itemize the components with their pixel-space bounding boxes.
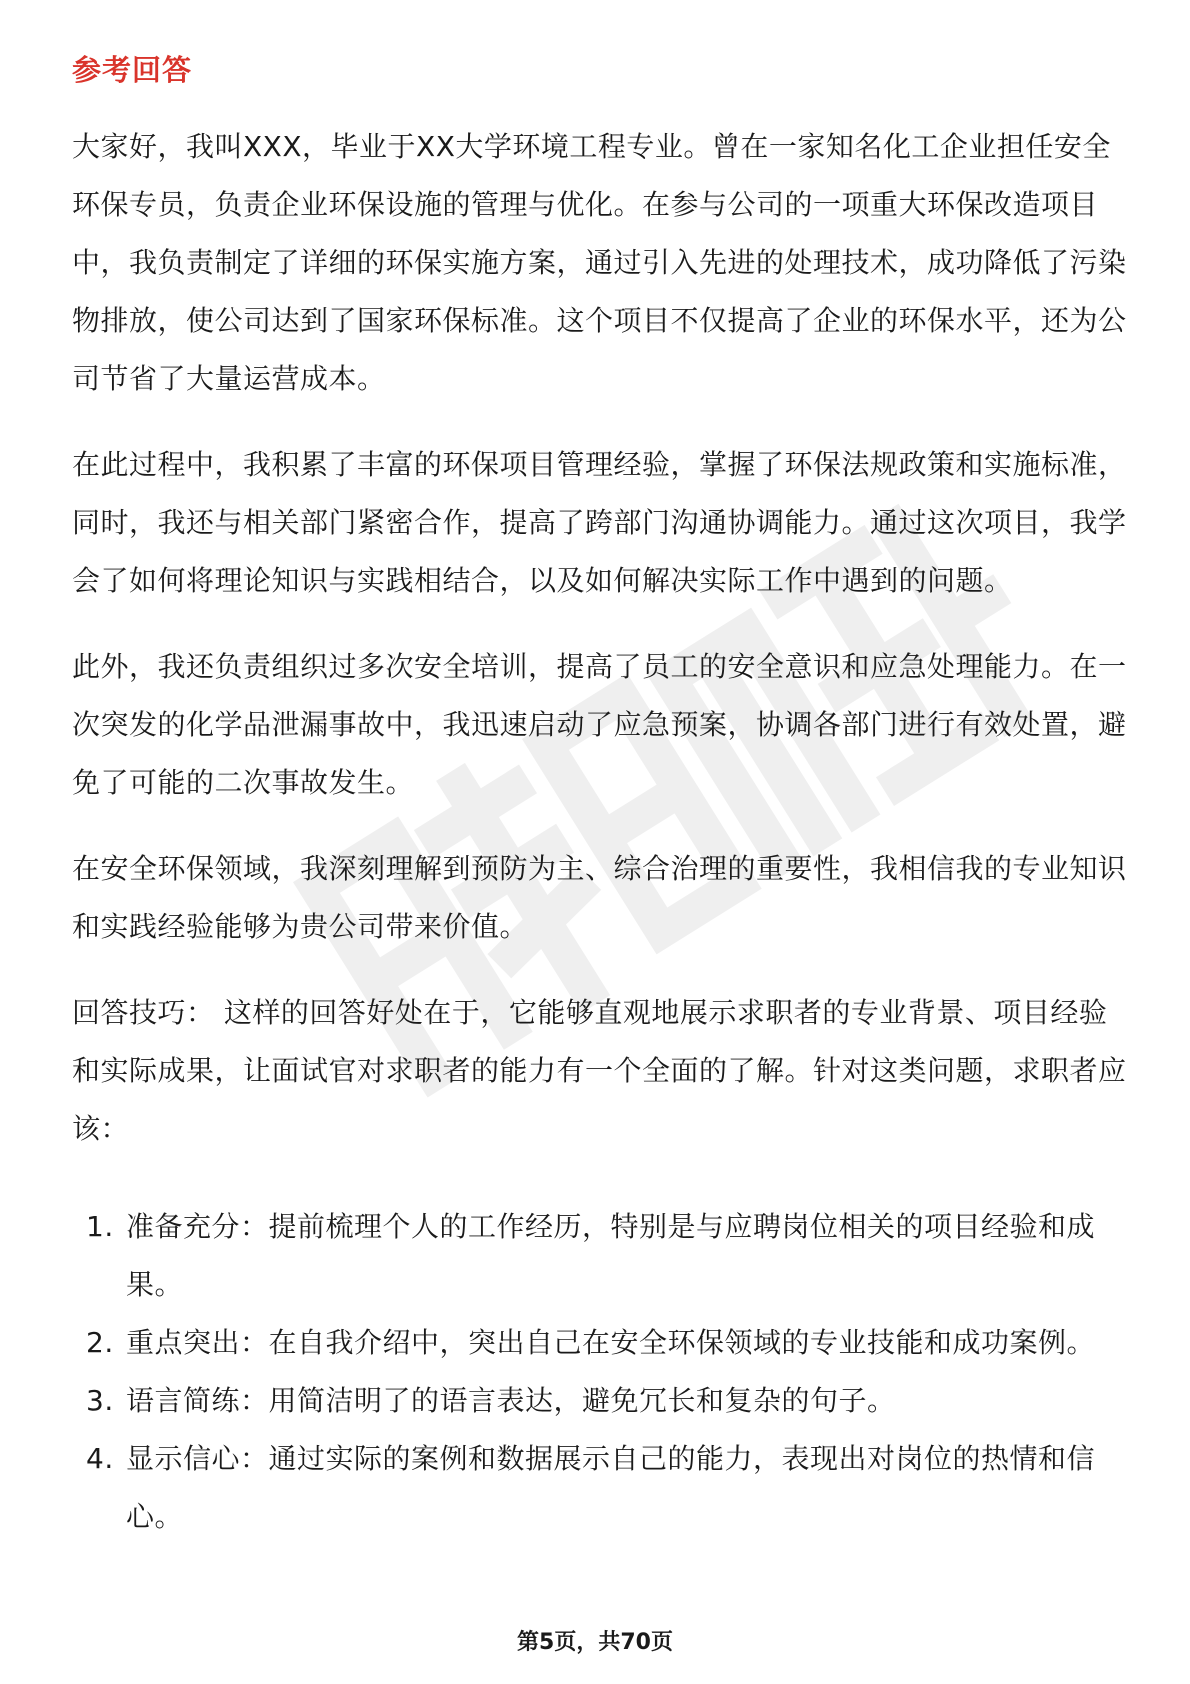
list-item-number: 1. bbox=[86, 1210, 114, 1243]
list-item bbox=[72, 1314, 1128, 1372]
list-item-text: 准备充分：提前梳理个人的工作经历，特别是与应聘岗位相关的项目经验和成果。 bbox=[126, 1210, 1096, 1301]
list-item bbox=[72, 1430, 1128, 1546]
list-item bbox=[72, 1372, 1128, 1430]
answer-content bbox=[72, 118, 1128, 1546]
answer-paragraph-3: 此外，我还负责组织过多次安全培训，提高了员工的安全意识和应急处理能力。在一次突发的化学品泄漏事故中，我迅速启动了应急预案，协调各部门进行有效处置，避免了可能的二次事故发生。 bbox=[72, 650, 1127, 799]
answer-paragraph-1: 大家好，我叫XXX，毕业于XX大学环境工程专业。曾在一家知名化工企业担任安全环保专员，负责企业环保设施的管理与优化。在参与公司的一项重大环保改造项目中，我负责制定了详细的环保实施方案，通过引入先进的处理技术，成功降低了污染物排放，使公司达到了国家环保标准。这个项目不仅提高了企业的环保水平，还为公司节省了大量运营成本。 bbox=[72, 130, 1127, 395]
list-item-number: 4. bbox=[86, 1442, 114, 1475]
list-item bbox=[72, 1198, 1128, 1314]
list-item-text: 重点突出：在自我介绍中，突出自己在安全环保领域的专业技能和成功案例。 bbox=[126, 1326, 1096, 1359]
answer-tips-intro: 回答技巧： 这样的回答好处在于，它能够直观地展示求职者的专业背景、项目经验和实际成果，让面试官对求职者的能力有一个全面的了解。针对这类问题，求职者应该： bbox=[72, 996, 1127, 1145]
tips-list bbox=[72, 1198, 1128, 1546]
list-item-number: 2. bbox=[86, 1326, 114, 1359]
answer-paragraph-2: 在此过程中，我积累了丰富的环保项目管理经验，掌握了环保法规政策和实施标准，同时，我还与相关部门紧密合作，提高了跨部门沟通协调能力。通过这次项目，我学会了如何将理论知识与实践相结合，以及如何解决实际工作中遇到的问题。 bbox=[72, 448, 1127, 597]
page-number-footer: 第5页，共70页 bbox=[517, 1630, 673, 1655]
list-item-number: 3. bbox=[86, 1384, 114, 1417]
list-item-text: 显示信心：通过实际的案例和数据展示自己的能力，表现出对岗位的热情和信心。 bbox=[126, 1442, 1096, 1533]
list-item-text: 语言简练：用简洁明了的语言表达，避免冗长和复杂的句子。 bbox=[126, 1384, 896, 1417]
section-heading: 参考回答 bbox=[72, 53, 193, 87]
answer-paragraph-4: 在安全环保领域，我深刻理解到预防为主、综合治理的重要性，我相信我的专业知识和实践经验能够为贵公司带来价值。 bbox=[72, 852, 1127, 943]
